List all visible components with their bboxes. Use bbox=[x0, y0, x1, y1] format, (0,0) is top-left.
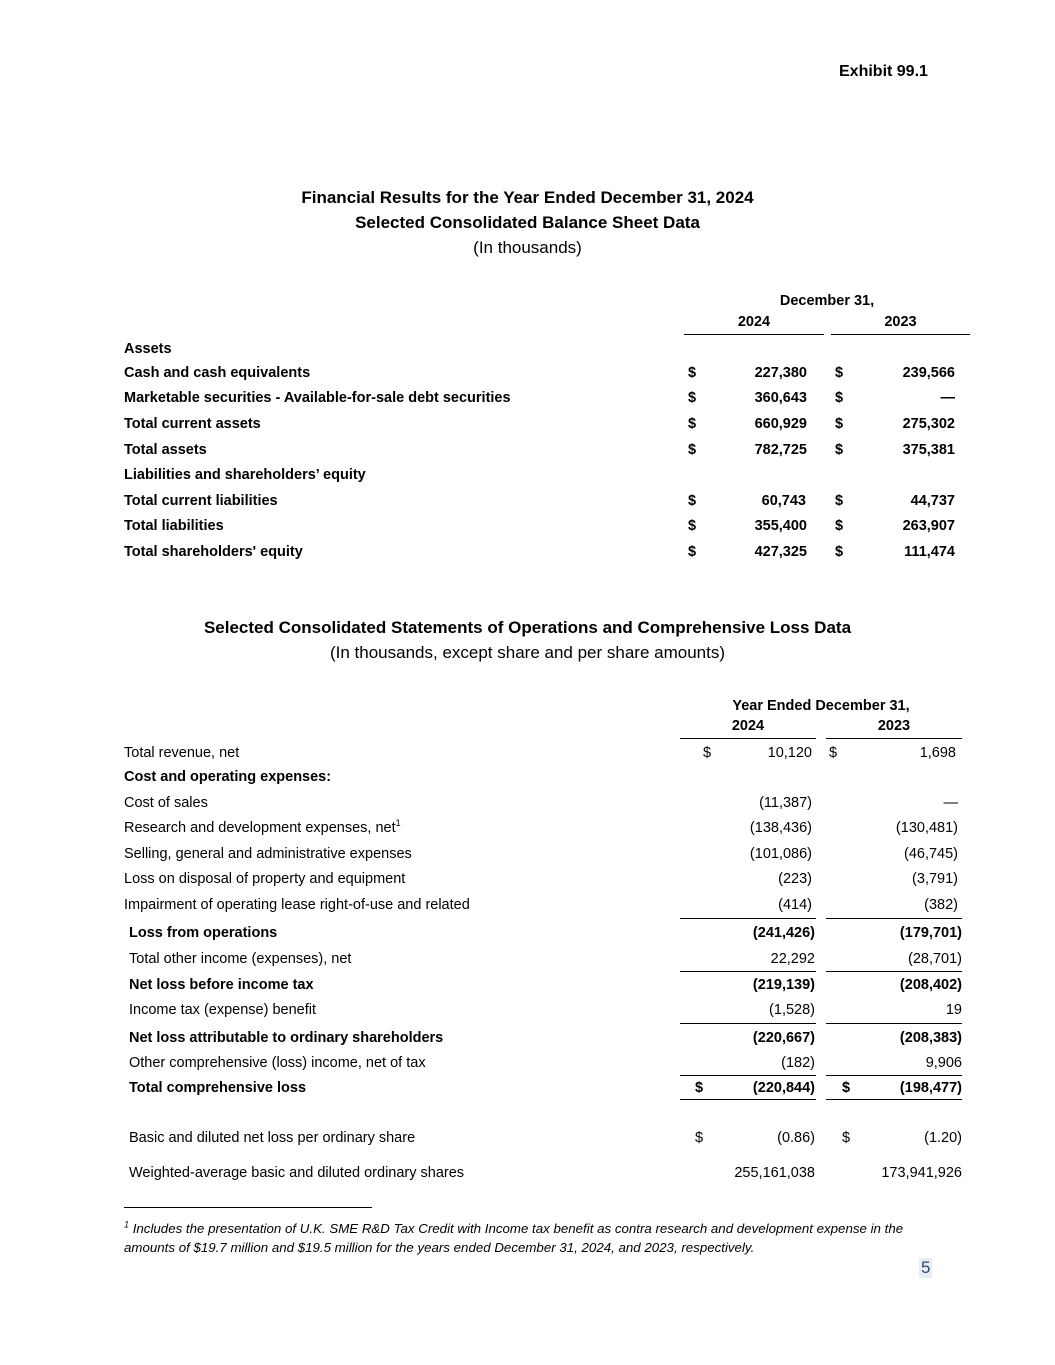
table-row bbox=[0, 925, 1055, 949]
value-2023: (208,402) bbox=[899, 977, 962, 993]
row-label: Selling, general and administrative expenses bbox=[124, 846, 412, 862]
currency-symbol: $ bbox=[835, 493, 844, 509]
value-2024: 355,400 bbox=[754, 518, 807, 534]
currency-symbol: $ bbox=[688, 442, 697, 458]
currency-symbol: $ bbox=[703, 745, 712, 761]
row-label: Impairment of operating lease right-of-use and related bbox=[124, 897, 470, 913]
table-row bbox=[0, 820, 1055, 844]
value-2023: 9,906 bbox=[925, 1055, 962, 1071]
row-label: Cost and operating expenses: bbox=[124, 769, 332, 785]
row-label: Total assets bbox=[124, 442, 207, 458]
footnote-text: Includes the presentation of U.K. SME R&D Tax Credit with Income tax benefit as contra research and development expense in the amounts of $19.7 million and $19.5 million for the years ended December 31, 2024, and 2023, respectively. bbox=[124, 1221, 904, 1255]
value-2024: 782,725 bbox=[754, 442, 807, 458]
value-2024: 60,743 bbox=[761, 493, 806, 509]
row-label: Liabilities and shareholders’ equity bbox=[124, 467, 366, 483]
total-rule bbox=[680, 1099, 816, 1100]
table-row bbox=[0, 467, 1055, 491]
table-row bbox=[0, 1030, 1055, 1054]
currency-symbol: $ bbox=[835, 442, 844, 458]
currency-symbol: $ bbox=[835, 518, 844, 534]
report-title: Financial Results for the Year Ended December 31, 2024 bbox=[301, 188, 754, 207]
value-2024: (220,844) bbox=[752, 1080, 815, 1096]
row-label: Total shareholders' equity bbox=[124, 544, 303, 560]
row-label: Total current liabilities bbox=[124, 493, 278, 509]
value-2023: — bbox=[940, 390, 955, 406]
table-row bbox=[0, 1130, 1055, 1154]
table-row bbox=[0, 442, 1055, 466]
row-label: Other comprehensive (loss) income, net of tax bbox=[129, 1055, 426, 1071]
row-label: Assets bbox=[124, 341, 172, 357]
value-2024: (220,667) bbox=[752, 1030, 815, 1046]
value-2023: 239,566 bbox=[902, 365, 955, 381]
value-2023: 1,698 bbox=[919, 745, 956, 761]
table-row bbox=[0, 1080, 1055, 1104]
currency-symbol: $ bbox=[835, 416, 844, 432]
row-label: Weighted-average basic and diluted ordinary shares bbox=[129, 1165, 465, 1181]
value-2023: (3,791) bbox=[912, 871, 958, 887]
subtotal-rule bbox=[826, 971, 962, 972]
currency-symbol: $ bbox=[695, 1130, 704, 1146]
row-label: Basic and diluted net loss per ordinary share bbox=[129, 1130, 416, 1146]
value-2023: 173,941,926 bbox=[881, 1165, 962, 1181]
value-2023: 111,474 bbox=[904, 544, 955, 560]
currency-symbol: $ bbox=[842, 1130, 851, 1146]
row-label: Cash and cash equivalents bbox=[124, 365, 311, 381]
operations-units: (In thousands, except share and per share amounts) bbox=[329, 643, 725, 662]
subtotal-rule bbox=[826, 1023, 962, 1024]
value-2023: — bbox=[943, 795, 958, 811]
currency-symbol: $ bbox=[688, 518, 697, 534]
row-label: Loss on disposal of property and equipment bbox=[124, 871, 406, 887]
table-row bbox=[0, 493, 1055, 517]
currency-symbol: $ bbox=[842, 1080, 851, 1096]
header-rule bbox=[826, 738, 962, 739]
value-2023: 375,381 bbox=[902, 442, 955, 458]
currency-symbol: $ bbox=[688, 365, 697, 381]
balance-col-2023: 2023 bbox=[884, 314, 917, 330]
footnote-marker: 1 bbox=[395, 818, 401, 829]
value-2023: (208,383) bbox=[899, 1030, 962, 1046]
currency-symbol: $ bbox=[829, 745, 838, 761]
value-2024: (0.86) bbox=[777, 1130, 815, 1146]
value-2023: (179,701) bbox=[899, 925, 962, 941]
value-2023: (1.20) bbox=[924, 1130, 962, 1146]
footnote bbox=[124, 1219, 944, 1257]
operations-col-2024: 2024 bbox=[731, 718, 765, 734]
value-2023: (130,481) bbox=[895, 820, 958, 836]
currency-symbol: $ bbox=[688, 416, 697, 432]
row-label: Loss from operations bbox=[129, 925, 278, 941]
value-2023: 275,302 bbox=[902, 416, 955, 432]
value-2023: (46,745) bbox=[903, 846, 958, 862]
row-label: Total other income (expenses), net bbox=[129, 951, 352, 967]
value-2024: (223) bbox=[778, 871, 812, 887]
subtotal-rule bbox=[680, 1023, 816, 1024]
header-rule bbox=[684, 334, 824, 335]
currency-symbol: $ bbox=[835, 544, 844, 560]
value-2024: (101,086) bbox=[749, 846, 812, 862]
row-label: Cost of sales bbox=[124, 795, 208, 811]
value-2024: 255,161,038 bbox=[734, 1165, 815, 1181]
table-row bbox=[0, 769, 1055, 793]
value-2023: 44,737 bbox=[910, 493, 955, 509]
subtotal-rule bbox=[826, 1075, 962, 1076]
balance-col-2024: 2024 bbox=[737, 314, 771, 330]
row-label: Marketable securities - Available-for-sale debt securities bbox=[124, 390, 511, 406]
currency-symbol: $ bbox=[835, 365, 844, 381]
value-2024: (241,426) bbox=[752, 925, 815, 941]
page-number: 5 bbox=[921, 1258, 931, 1277]
table-row bbox=[0, 977, 1055, 1001]
currency-symbol: $ bbox=[688, 493, 697, 509]
row-label: Total liabilities bbox=[124, 518, 224, 534]
balance-period-header: December 31, bbox=[779, 293, 875, 309]
value-2024: 22,292 bbox=[770, 951, 815, 967]
table-row bbox=[0, 871, 1055, 895]
table-row bbox=[0, 795, 1055, 819]
table-row bbox=[0, 341, 1055, 365]
currency-symbol: $ bbox=[695, 1080, 704, 1096]
table-row bbox=[0, 544, 1055, 568]
row-label: Net loss attributable to ordinary shareholders bbox=[129, 1030, 444, 1046]
subtotal-rule bbox=[826, 918, 962, 919]
value-2023: (28,701) bbox=[907, 951, 962, 967]
value-2024: 660,929 bbox=[754, 416, 807, 432]
total-rule bbox=[826, 1099, 962, 1100]
table-row bbox=[0, 745, 1055, 769]
value-2024: 10,120 bbox=[767, 745, 812, 761]
exhibit-label: Exhibit 99.1 bbox=[839, 63, 928, 80]
header-rule bbox=[680, 738, 816, 739]
value-2024: (11,387) bbox=[759, 795, 812, 811]
table-row bbox=[0, 365, 1055, 389]
currency-symbol: $ bbox=[835, 390, 844, 406]
row-label: Total current assets bbox=[124, 416, 261, 432]
table-row bbox=[0, 390, 1055, 414]
currency-symbol: $ bbox=[688, 390, 697, 406]
operations-period-header: Year Ended December 31, bbox=[732, 698, 910, 714]
value-2024: 360,643 bbox=[754, 390, 807, 406]
table-row bbox=[0, 1165, 1055, 1189]
balance-sheet-title: Selected Consolidated Balance Sheet Data bbox=[355, 213, 700, 232]
currency-symbol: $ bbox=[688, 544, 697, 560]
subtotal-rule bbox=[680, 1075, 816, 1076]
value-2024: 227,380 bbox=[754, 365, 807, 381]
row-label: Net loss before income tax bbox=[129, 977, 314, 993]
value-2024: (1,528) bbox=[769, 1002, 815, 1018]
footnote-marker: 1 bbox=[124, 1219, 130, 1230]
table-row bbox=[0, 846, 1055, 870]
value-2023: (382) bbox=[924, 897, 958, 913]
row-label: Research and development expenses, net$^1$ bbox=[124, 818, 401, 836]
value-2023: 263,907 bbox=[902, 518, 955, 534]
header-rule bbox=[831, 334, 970, 335]
table-row bbox=[0, 518, 1055, 542]
row-label: Total revenue, net bbox=[124, 745, 240, 761]
value-2024: 427,325 bbox=[754, 544, 807, 560]
value-2024: (182) bbox=[781, 1055, 815, 1071]
value-2023: 19 bbox=[945, 1002, 962, 1018]
table-row bbox=[0, 416, 1055, 440]
footnote-separator bbox=[124, 1207, 372, 1208]
subtotal-rule bbox=[680, 918, 816, 919]
balance-sheet-units: (In thousands) bbox=[473, 238, 582, 257]
operations-title: Selected Consolidated Statements of Operations and Comprehensive Loss Data bbox=[203, 618, 852, 637]
row-label: Income tax (expense) benefit bbox=[129, 1002, 316, 1018]
value-2024: (219,139) bbox=[752, 977, 815, 993]
value-2023: (198,477) bbox=[899, 1080, 962, 1096]
row-label: Total comprehensive loss bbox=[129, 1080, 307, 1096]
value-2024: (414) bbox=[778, 897, 812, 913]
value-2024: (138,436) bbox=[749, 820, 812, 836]
subtotal-rule bbox=[680, 971, 816, 972]
operations-col-2023: 2023 bbox=[877, 718, 911, 734]
